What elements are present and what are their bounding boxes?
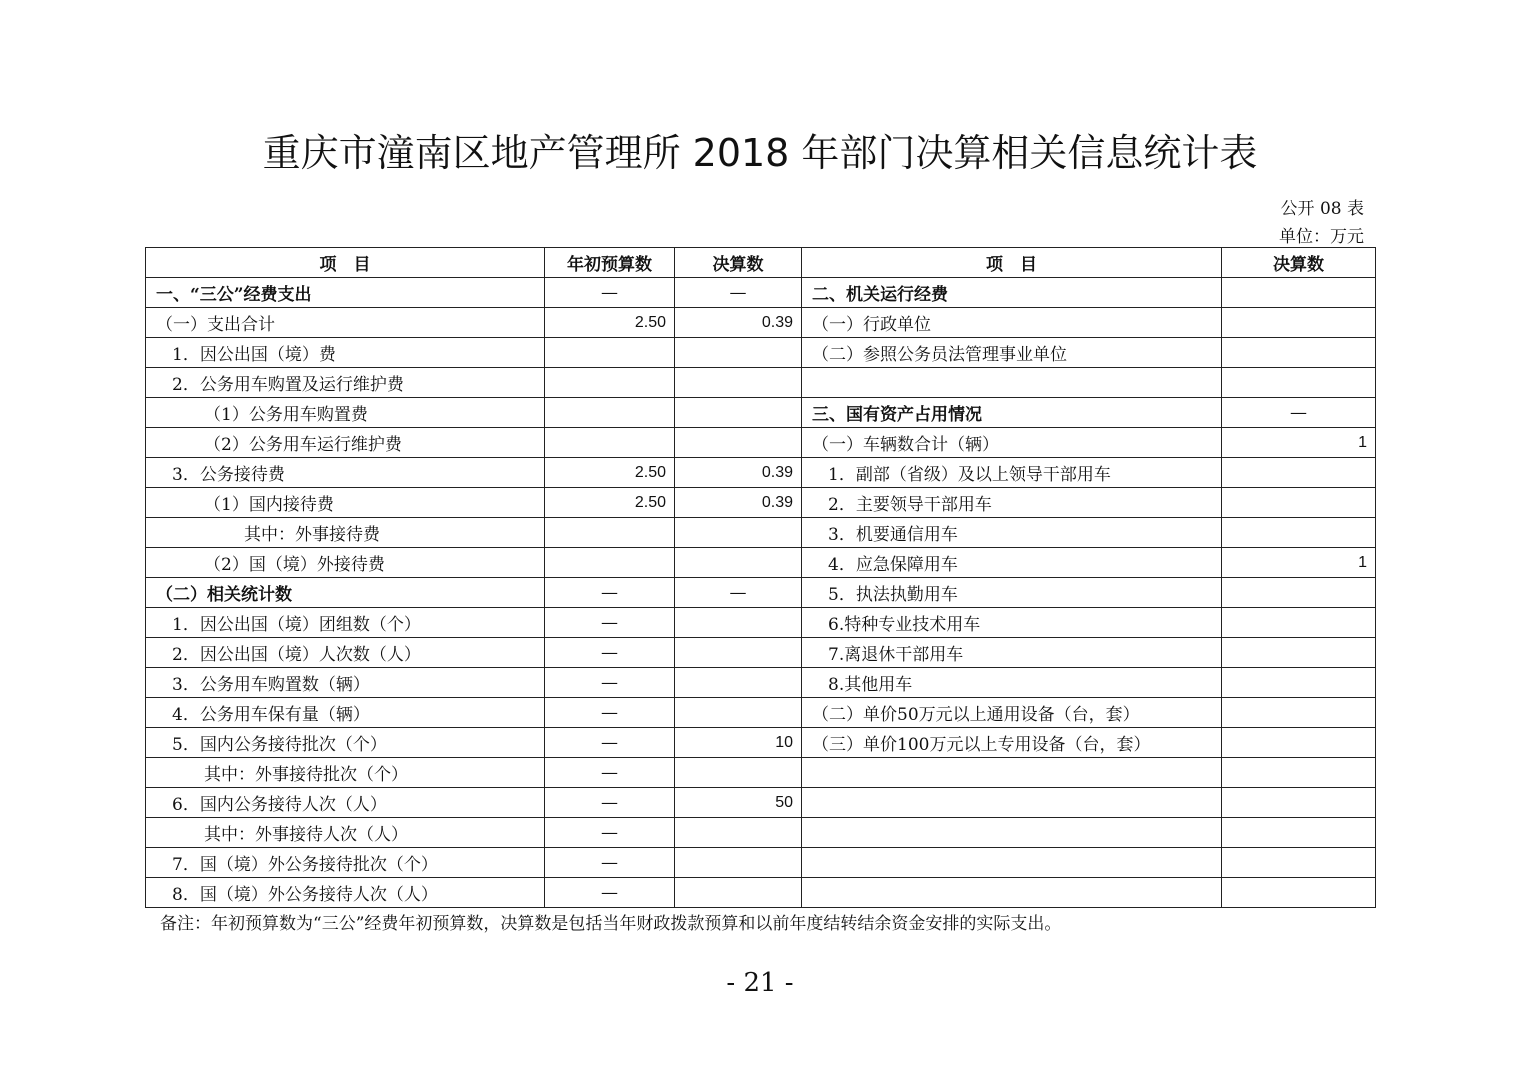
row-right-item: 5．执法执勤用车 — [802, 578, 1222, 608]
row-actual — [675, 398, 802, 428]
table-row — [146, 398, 1376, 428]
row-budget: — — [545, 668, 675, 698]
row-right-value — [1222, 608, 1376, 638]
table-row — [146, 518, 1376, 548]
header-actual: 决算数 — [675, 248, 802, 278]
row-right-item: 6.特种专业技术用车 — [802, 608, 1222, 638]
table-row — [146, 848, 1376, 878]
row-right-item — [802, 368, 1222, 398]
row-left-item: 2．因公出国（境）人次数（人） — [146, 638, 545, 668]
row-actual — [675, 848, 802, 878]
row-right-value: 1 — [1222, 428, 1376, 458]
header-item: 项 目 — [146, 248, 545, 278]
row-right-value — [1222, 878, 1376, 908]
row-right-item: 三、国有资产占用情况 — [802, 398, 1222, 428]
row-right-item — [802, 878, 1222, 908]
row-right-item — [802, 758, 1222, 788]
form-code: 公开 08 表 — [1280, 199, 1364, 219]
row-actual — [675, 548, 802, 578]
table-row — [146, 548, 1376, 578]
row-actual: 0.39 — [675, 308, 802, 338]
row-budget: — — [545, 638, 675, 668]
table-row — [146, 578, 1376, 608]
row-right-item: （一）车辆数合计（辆） — [802, 428, 1222, 458]
footnote: 备注：年初预算数为“三公”经费年初预算数，决算数是包括当年财政拨款预算和以前年度结转结余资金安排的实际支出。 — [160, 914, 1062, 934]
row-left-item: （1）公务用车购置费 — [146, 398, 545, 428]
row-left-item: （2）公务用车运行维护费 — [146, 428, 545, 458]
row-budget — [545, 338, 675, 368]
row-right-item: （三）单价100万元以上专用设备（台，套） — [802, 728, 1222, 758]
row-budget: — — [545, 578, 675, 608]
row-right-item: 3．机要通信用车 — [802, 518, 1222, 548]
row-right-item: （二）参照公务员法管理事业单位 — [802, 338, 1222, 368]
header-item-right: 项 目 — [802, 248, 1222, 278]
row-left-item: 1．因公出国（境）费 — [146, 338, 545, 368]
row-actual — [675, 428, 802, 458]
row-actual — [675, 368, 802, 398]
table-row — [146, 488, 1376, 518]
row-right-value — [1222, 698, 1376, 728]
row-left-item: 其中：外事接待批次（个） — [146, 758, 545, 788]
table-row — [146, 728, 1376, 758]
row-actual — [675, 698, 802, 728]
row-right-value — [1222, 818, 1376, 848]
row-right-item: 4．应急保障用车 — [802, 548, 1222, 578]
row-actual: 0.39 — [675, 458, 802, 488]
row-left-item: 4．公务用车保有量（辆） — [146, 698, 545, 728]
row-left-item: （一）支出合计 — [146, 308, 545, 338]
row-actual — [675, 818, 802, 848]
row-actual — [675, 608, 802, 638]
row-budget: — — [545, 698, 675, 728]
row-budget: 2.50 — [545, 458, 675, 488]
table-row — [146, 788, 1376, 818]
row-actual — [675, 338, 802, 368]
row-right-item: （二）单价50万元以上通用设备（台，套） — [802, 698, 1222, 728]
row-left-item: 5．国内公务接待批次（个） — [146, 728, 545, 758]
statistics-table — [145, 247, 1376, 908]
row-right-item: 二、机关运行经费 — [802, 278, 1222, 308]
row-budget: — — [545, 788, 675, 818]
row-left-item: 3．公务接待费 — [146, 458, 545, 488]
row-left-item: 6．国内公务接待人次（人） — [146, 788, 545, 818]
row-right-value — [1222, 728, 1376, 758]
table-row — [146, 428, 1376, 458]
row-left-item: （二）相关统计数 — [146, 578, 545, 608]
row-right-item: 7.离退休干部用车 — [802, 638, 1222, 668]
table-row — [146, 638, 1376, 668]
row-left-item: 一、“三公”经费支出 — [146, 278, 545, 308]
document-title: 重庆市潼南区地产管理所 2018 年部门决算相关信息统计表 — [262, 131, 1258, 175]
row-left-item: 其中：外事接待人次（人） — [146, 818, 545, 848]
unit-label: 单位：万元 — [1279, 227, 1364, 247]
row-right-item: 2．主要领导干部用车 — [802, 488, 1222, 518]
row-right-value — [1222, 368, 1376, 398]
row-right-value — [1222, 338, 1376, 368]
row-right-item — [802, 818, 1222, 848]
row-actual: 0.39 — [675, 488, 802, 518]
row-actual — [675, 668, 802, 698]
row-actual: 10 — [675, 728, 802, 758]
table-row — [146, 368, 1376, 398]
row-right-item: 1．副部（省级）及以上领导干部用车 — [802, 458, 1222, 488]
row-right-value — [1222, 638, 1376, 668]
row-right-value — [1222, 848, 1376, 878]
row-left-item: 1．因公出国（境）团组数（个） — [146, 608, 545, 638]
row-left-item: 其中：外事接待费 — [146, 518, 545, 548]
row-right-value — [1222, 518, 1376, 548]
row-right-value — [1222, 278, 1376, 308]
header-actual-right: 决算数 — [1222, 248, 1376, 278]
row-right-value — [1222, 308, 1376, 338]
row-budget: 2.50 — [545, 308, 675, 338]
header-budget: 年初预算数 — [545, 248, 675, 278]
table-row — [146, 608, 1376, 638]
table-row — [146, 458, 1376, 488]
row-right-item — [802, 788, 1222, 818]
row-budget: — — [545, 278, 675, 308]
row-right-value — [1222, 488, 1376, 518]
row-right-item: （一）行政单位 — [802, 308, 1222, 338]
row-budget — [545, 428, 675, 458]
row-right-value — [1222, 668, 1376, 698]
row-budget: — — [545, 608, 675, 638]
table-row — [146, 278, 1376, 308]
table-header-row — [146, 248, 1376, 278]
row-budget — [545, 548, 675, 578]
row-right-value — [1222, 578, 1376, 608]
row-actual — [675, 758, 802, 788]
table-row — [146, 818, 1376, 848]
row-actual: — — [675, 578, 802, 608]
table-row — [146, 338, 1376, 368]
row-right-item: 8.其他用车 — [802, 668, 1222, 698]
row-budget: — — [545, 848, 675, 878]
row-right-value: — — [1222, 398, 1376, 428]
row-actual — [675, 878, 802, 908]
table-row — [146, 758, 1376, 788]
row-left-item: （2）国（境）外接待费 — [146, 548, 545, 578]
row-actual — [675, 638, 802, 668]
table-row — [146, 878, 1376, 908]
row-actual: 50 — [675, 788, 802, 818]
row-budget — [545, 518, 675, 548]
row-left-item: （1）国内接待费 — [146, 488, 545, 518]
row-left-item: 3．公务用车购置数（辆） — [146, 668, 545, 698]
page-number: - 21 - — [726, 968, 794, 998]
table-row — [146, 698, 1376, 728]
row-budget — [545, 398, 675, 428]
row-right-value — [1222, 788, 1376, 818]
row-budget: — — [545, 758, 675, 788]
row-budget — [545, 368, 675, 398]
row-budget: 2.50 — [545, 488, 675, 518]
row-budget: — — [545, 878, 675, 908]
row-actual: — — [675, 278, 802, 308]
row-actual — [675, 518, 802, 548]
row-right-value — [1222, 458, 1376, 488]
row-budget: — — [545, 728, 675, 758]
row-left-item: 8．国（境）外公务接待人次（人） — [146, 878, 545, 908]
row-left-item: 2．公务用车购置及运行维护费 — [146, 368, 545, 398]
row-budget: — — [545, 818, 675, 848]
table-row — [146, 308, 1376, 338]
row-left-item: 7．国（境）外公务接待批次（个） — [146, 848, 545, 878]
table-row — [146, 668, 1376, 698]
row-right-item — [802, 848, 1222, 878]
row-right-value — [1222, 758, 1376, 788]
row-right-value: 1 — [1222, 548, 1376, 578]
